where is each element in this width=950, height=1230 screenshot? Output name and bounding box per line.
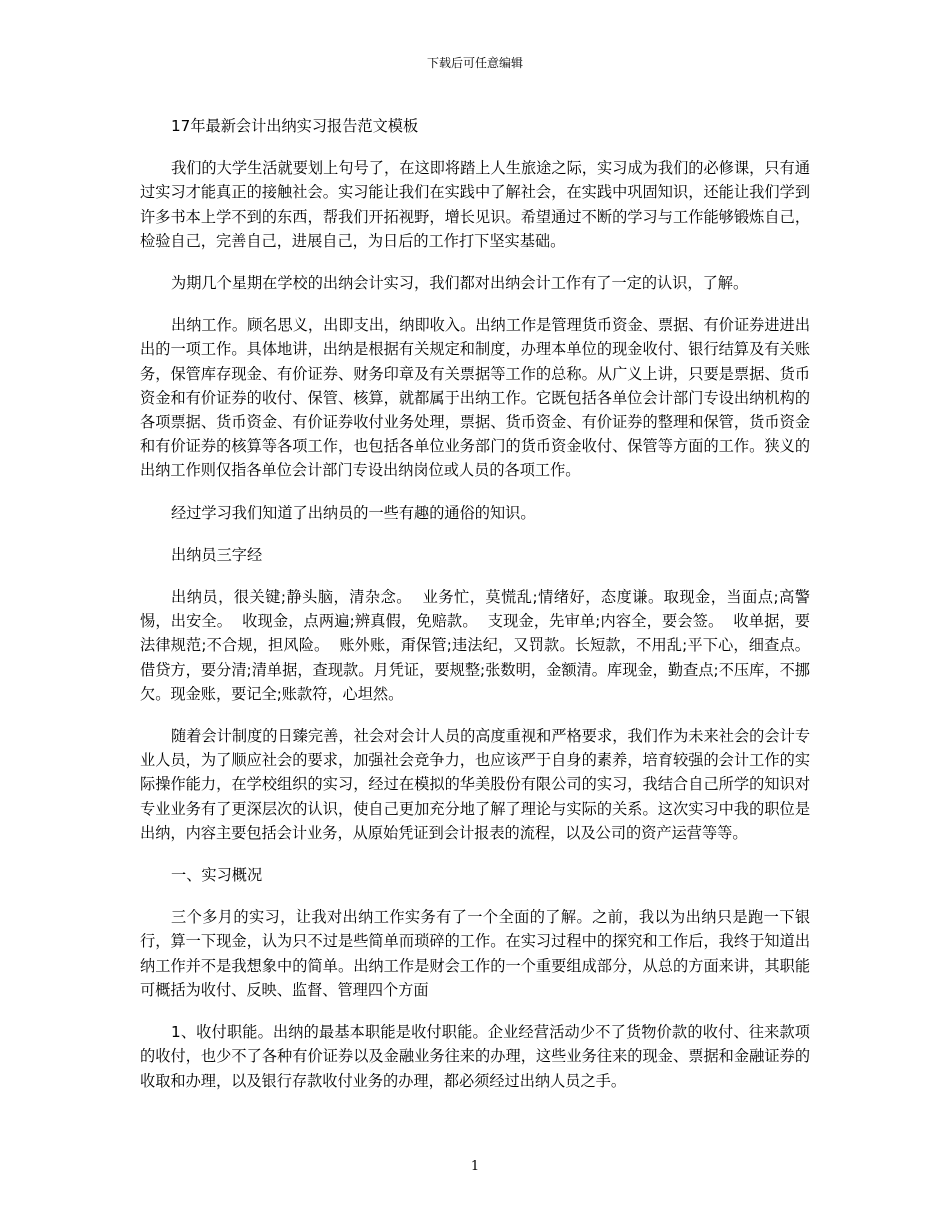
document-body [140, 114, 810, 1111]
paragraph-payment-function: 1、收付职能。出纳的最基本职能是收付职能。企业经营活动少不了货物价款的收付、往来款项的收付，也少不了各种有价证券以及金融业务往来的办理，这些业务往来的现金、票据和金融证券的收取和办理，以及银行存款收付业务的办理，都必须经过出纳人员之手。 [140, 1023, 810, 1090]
paragraph-internship-overview: 三个多月的实习，让我对出纳工作实务有了一个全面的了解。之前，我以为出纳只是跑一下银行，算一下现金，认为只不过是些简单而琐碎的工作。在实习过程中的探究和工作后，我终于知道出纳工作并不是我想象中的简单。出纳工作是财会工作的一个重要组成部分，从总的方面来讲，其职能可概括为收付、反映、监督、管理四个方面 [140, 908, 810, 999]
paragraph-knowledge: 经过学习我们知道了出纳员的一些有趣的通俗的知识。 [171, 503, 536, 522]
paragraph-accounting-system: 随着会计制度的日臻完善，社会对会计人员的高度重视和严格要求，我们作为未来社会的会计专业人员，为了顺应社会的要求，加强社会竞争力，也应该严于自身的素养，培育较强的会计工作的实际操作能力，在学校组织的实习，经过在模拟的华美股份有限公司的实习，我结合自己所学的知识对专业业务有了更深层次的认识，使自己更加充分地了解了理论与实际的关系。这次实习中我的职位是出纳，内容主要包括会计业务，从原始凭证到会计报表的流程，以及公司的资产运营等等。 [140, 727, 810, 842]
paragraph-intro: 我们的大学生活就要划上句号了，在这即将踏上人生旅途之际，实习成为我们的必修课，只有通过实习才能真正的接触社会。实习能让我们在实践中了解社会，在实践中巩固知识，还能让我们学到许多书本上学不到的东西，帮我们开拓视野，增长见识。希望通过不断的学习与工作能够锻炼自己，检验自己，完善自己，进展自己，为日后的工作打下坚实基础。 [140, 159, 810, 250]
section-heading-internship-overview: 一、实习概况 [171, 866, 263, 885]
paragraph-three-character-classic: 出纳员，很关键;静头脑，清杂念。 业务忙，莫慌乱;情绪好，态度谦。取现金，当面点;高警惕，出安全。 收现金，点两遍;辨真假，免赔款。 支现金，先审单;内容全，要会签。 收单据，要法律规范;不合规，担风险。 账外账，甭保管;违法纪，又罚款。长短款，不用乱;平下心，细查点。借贷方，要分清;清单据，查现款。月凭证，要规整;张数明，金额清。库现金，勤查点;不压库，不挪欠。现金账，要记全;账款符，心坦然。 [140, 588, 810, 703]
page-header-note: 下载后可任意编辑 [426, 56, 523, 70]
paragraph-cashier-definition: 出纳工作。顾名思义，出即支出，纳即收入。出纳工作是管理货币资金、票据、有价证券进进出出的一项工作。具体地讲，出纳是根据有关规定和制度，办理本单位的现金收付、银行结算及有关账务，保管库存现金、有价证券、财务印章及有关票据等工作的总称。从广义上讲，只要是票据、货币资金和有价证券的收付、保管、核算，就都属于出纳工作。它既包括各单位会计部门专设出纳机构的各项票据、货币资金、有价证券收付业务处理，票据、货币资金、有价证券的整理和保管，货币资金和有价证券的核算等各项工作，也包括各单位业务部门的货币资金收付、保管等方面的工作。狭义的出纳工作则仅指各单位会计部门专设出纳岗位或人员的各项工作。 [140, 316, 810, 480]
section-heading-three-character-classic: 出纳员三字经 [171, 545, 263, 564]
document-title: 17年最新会计出纳实习报告范文模板 [171, 117, 419, 135]
page-number: 1 [470, 1159, 480, 1174]
paragraph-understanding: 为期几个星期在学校的出纳会计实习，我们都对出纳会计工作有了一定的认识，了解。 [171, 274, 749, 293]
